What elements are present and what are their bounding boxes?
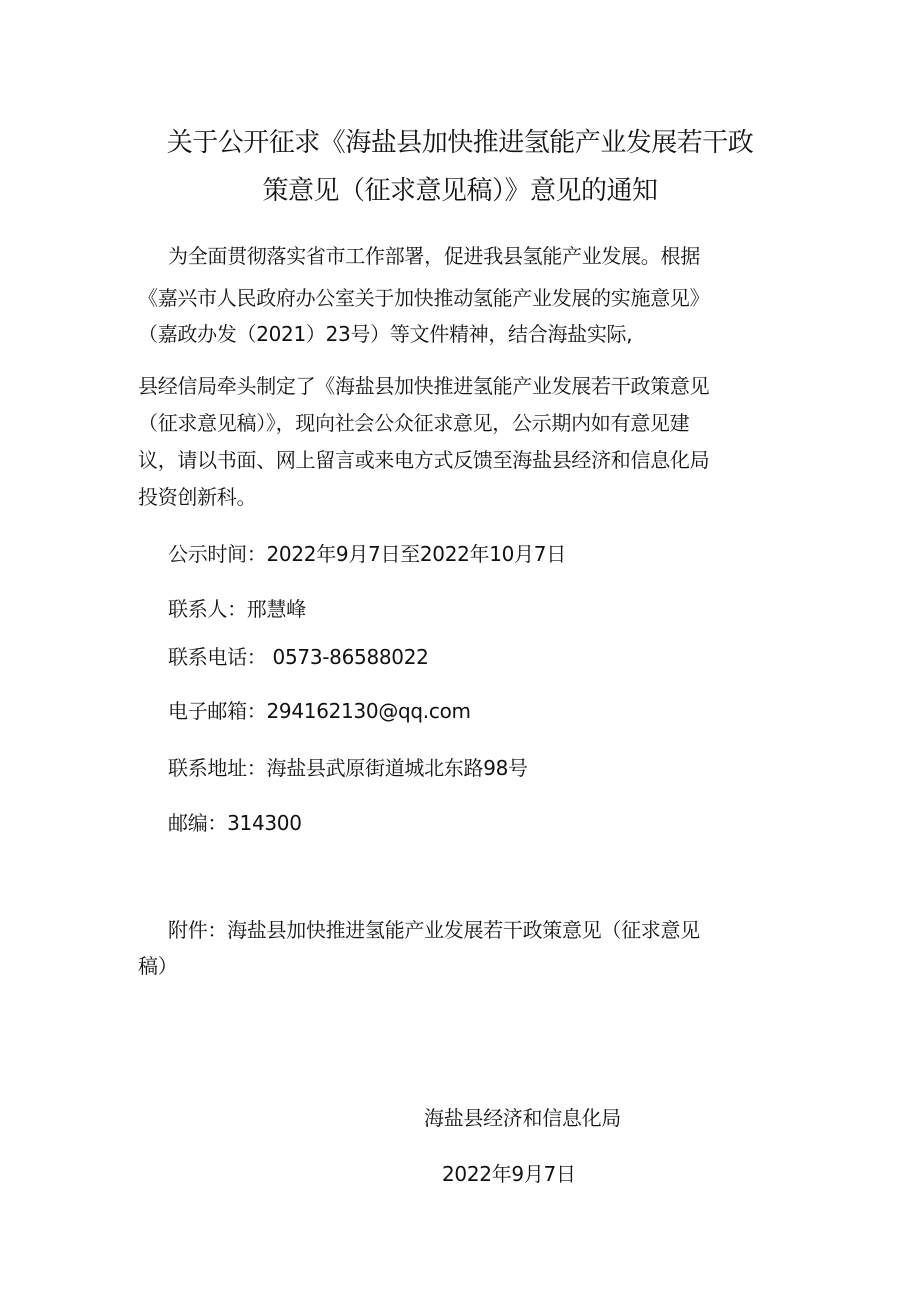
signature-organization: 海盐县经济和信息化局 <box>424 1106 621 1130</box>
notice-title-line-1: 关于公开征求《海盐县加快推进氢能产业发展若干政 <box>166 128 754 158</box>
intro-line-3: （嘉政办发（2021）23号）等文件精神，结合海盐实际, <box>138 322 633 346</box>
publicity-period: 公示时间：2022年9月7日至2022年10月7日 <box>168 542 566 566</box>
intro-line-2: 《嘉兴市人民政府办公室关于加快推动氢能产业发展的实施意见》 <box>138 286 710 310</box>
paragraph-2-line-1: 县经信局牵头制定了《海盐县加快推进氢能产业发展若干政策意见 <box>138 374 710 398</box>
contact-email: 电子邮箱：294162130@qq.com <box>168 699 471 723</box>
contact-phone: 联系电话： 0573-86588022 <box>168 645 429 669</box>
attachment-line-1: 附件：海盐县加快推进氢能产业发展若干政策意见（征求意见 <box>168 918 700 942</box>
postcode: 邮编：314300 <box>168 811 302 835</box>
paragraph-2-line-4: 投资创新科。 <box>138 485 257 509</box>
attachment-line-2: 稿） <box>138 954 178 978</box>
notice-title-line-2: 策意见（征求意见稿）》意见的通知 <box>262 176 658 206</box>
contact-address: 联系地址：海盐县武原街道城北东路98号 <box>168 756 528 780</box>
contact-person: 联系人：邢慧峰 <box>168 597 306 621</box>
intro-line-1: 为全面贯彻落实省市工作部署，促进我县氢能产业发展。根据 <box>168 244 700 268</box>
paragraph-2-line-3: 议，请以书面、网上留言或来电方式反馈至海盐县经济和信息化局 <box>138 448 710 472</box>
paragraph-2-line-2: （征求意见稿）》，现向社会公众征求意见，公示期内如有意见建 <box>138 411 690 435</box>
signature-date: 2022年9月7日 <box>442 1162 576 1186</box>
